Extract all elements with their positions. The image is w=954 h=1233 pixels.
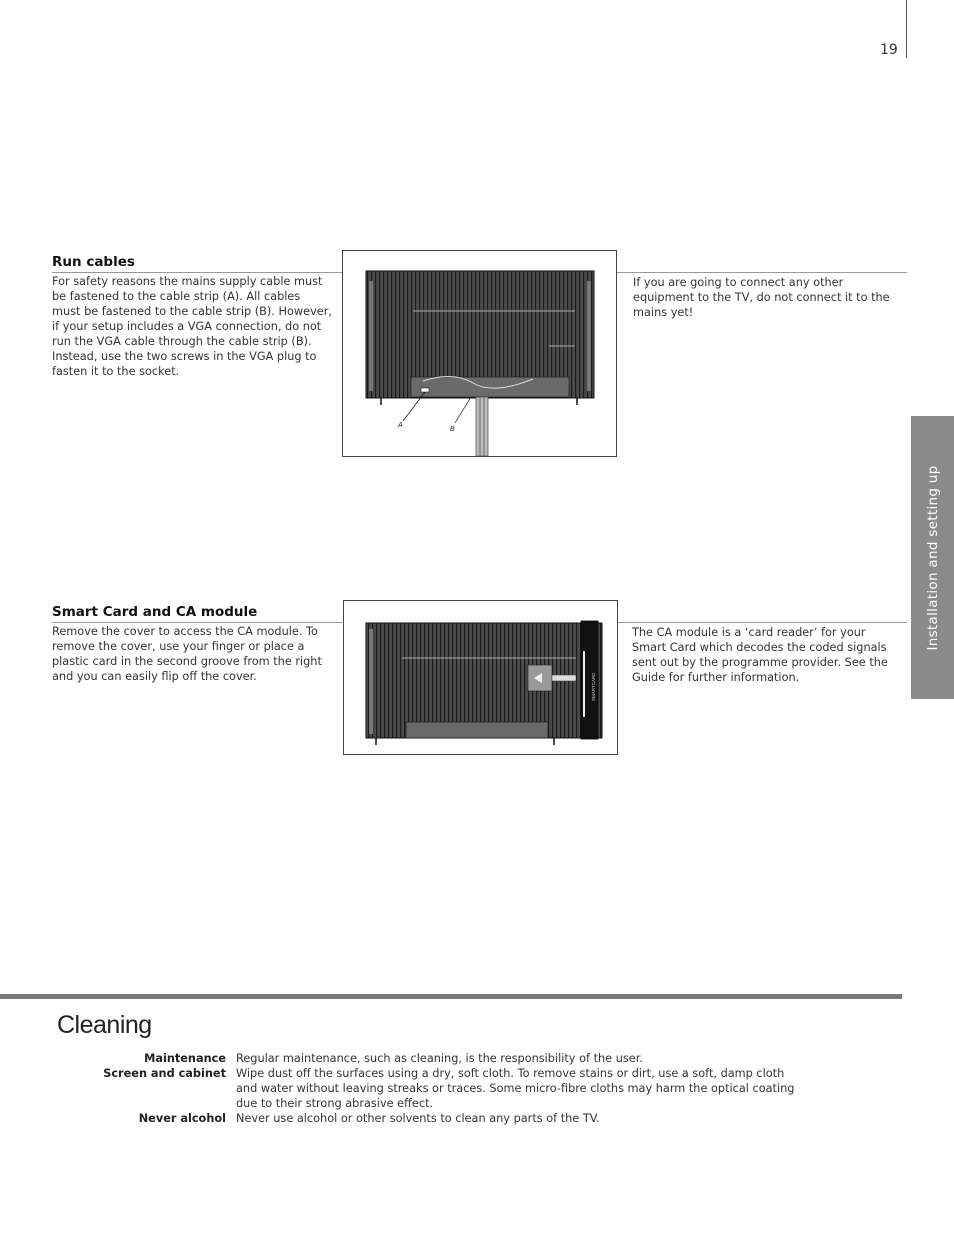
cleaning-divider-bar xyxy=(0,994,902,999)
side-tab-label: Installation and setting up xyxy=(924,464,941,651)
figure-label-a: A xyxy=(398,422,403,429)
def-maintenance: Regular maintenance, such as cleaning, is the responsibility of the user. xyxy=(236,1052,643,1065)
figure-label-b: B xyxy=(450,426,455,433)
tv-rear-ca-module-illustration xyxy=(344,601,617,754)
run-cables-heading: Run cables xyxy=(52,254,135,270)
smart-card-body: Remove the cover to access the CA module. To remove the cover, use your finger or place a plastic card in the second groove from the right and you can easily flip off the cover. xyxy=(52,625,322,683)
term-screen-and-cabinet: Screen and cabinet xyxy=(103,1067,226,1080)
term-maintenance: Maintenance xyxy=(144,1052,226,1065)
section-side-tab xyxy=(911,416,954,699)
term-never-alcohol: Never alcohol xyxy=(138,1112,226,1125)
page-number: 19 xyxy=(880,42,898,58)
run-cables-note: If you are going to connect any other equipment to the TV, do not connect it to the mains yet! xyxy=(633,276,890,319)
page-top-rule xyxy=(906,0,907,58)
def-screen-and-cabinet: Wipe dust off the surfaces using a dry, soft cloth. To remove stains or dirt, use a soft, damp cloth and water without leaving streaks or traces. Some micro-fibre cloths may harm the optical coating due to their strong abrasive effect. xyxy=(236,1067,795,1110)
cleaning-heading: Cleaning xyxy=(57,1011,152,1039)
run-cables-rule xyxy=(52,272,342,273)
run-cables-figure xyxy=(342,250,617,457)
tv-rear-cables-illustration xyxy=(343,251,616,456)
def-never-alcohol: Never use alcohol or other solvents to clean any parts of the TV. xyxy=(236,1112,600,1125)
smart-card-heading: Smart Card and CA module xyxy=(52,604,258,620)
smart-card-rule xyxy=(52,622,342,623)
run-cables-note-rule xyxy=(617,272,907,273)
run-cables-body: For safety reasons the mains supply cable must be fastened to the cable strip (A). All cables must be fastened to the cable strip (B). However, if your setup includes a VGA connection, do not run the VGA cable through the cable strip (B). Instead, use the two screws in the VGA plug to fasten it to the socket. xyxy=(52,275,332,378)
smartcard-slot-label: SMARTCARD xyxy=(591,672,596,701)
smart-card-note-rule xyxy=(618,622,907,623)
smart-card-note: The CA module is a ‘card reader’ for your Smart Card which decodes the coded signals sent out by the programme provider. See the Guide for further information. xyxy=(632,626,888,684)
smart-card-figure xyxy=(343,600,618,755)
